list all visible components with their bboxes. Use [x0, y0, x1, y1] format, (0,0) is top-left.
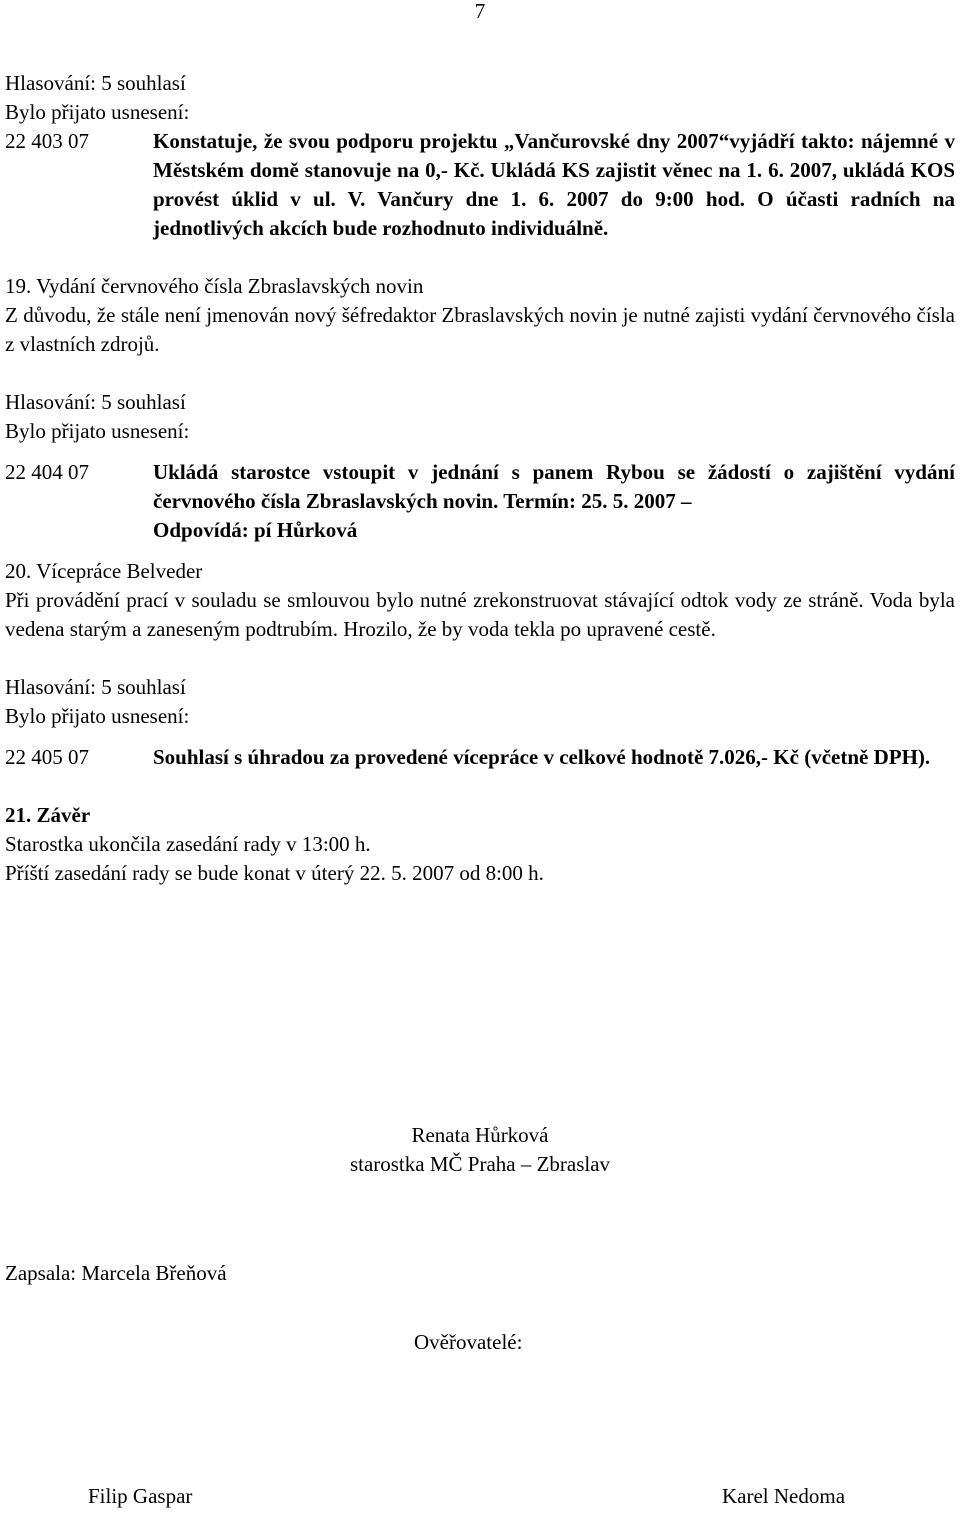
resolution-22-404-07	[5, 458, 955, 545]
section-21-heading: 21. Závěr	[5, 803, 91, 827]
next-meeting-line: Příští zasedání rady se bude konat v úterý 22. 5. 2007 od 8:00 h.	[5, 861, 544, 885]
mayor-title: starostka MČ Praha – Zbraslav	[349, 1152, 611, 1176]
verifier-1: Filip Gaspar	[88, 1484, 193, 1508]
resolution-number: 22 405 07	[5, 745, 89, 769]
resolution-number: 22 404 07	[5, 460, 89, 484]
section-20-heading: 20. Vícepráce Belveder	[5, 559, 203, 583]
page-number: 7	[474, 0, 486, 23]
resolution-number: 22 403 07	[5, 129, 89, 153]
resolution-responsible: Odpovídá: pí Hůrková	[153, 518, 358, 542]
resolution-text: Konstatuje, že svou podporu projektu „Vančurovské dny 2007“vyjádří takto: nájemné v Městském domě stanovuje na 0,- Kč. Ukládá KS zajistit věnec na 1. 6. 2007, ukládá KOS provést úklid v ul. V. Vančury dne 1. 6. 2007 do 9:00 hod. O účasti radních na jednotlivých akcích bude rozhodnuto individuálně.	[153, 129, 955, 240]
resolution-text: Ukládá starostce vstoupit v jednání s panem Rybou se žádostí o zajištění vydání červnového čísla Zbraslavských novin. Termín: 25. 5. 2007 –	[153, 460, 955, 513]
verifiers-label: Ověřovatelé:	[414, 1330, 523, 1354]
adopted-label: Bylo přijato usnesení:	[5, 100, 190, 124]
adopted-label: Bylo přijato usnesení:	[5, 704, 190, 728]
resolution-22-405-07	[5, 743, 955, 772]
section-19-text: Z důvodu, že stále není jmenován nový šéfredaktor Zbraslavských novin je nutné zajisti vydání červnového čísla z vlastních zdrojů.	[5, 303, 955, 356]
minutes-content	[5, 69, 955, 888]
resolution-body	[153, 458, 955, 545]
resolution-text: Souhlasí s úhradou za provedené vícepráce v celkové hodnotě 7.026,- Kč (včetně DPH).	[153, 745, 931, 769]
recorded-by: Zapsala: Marcela Břeňová	[5, 1261, 227, 1285]
mayor-name: Renata Hůrková	[411, 1123, 549, 1147]
vote-result: Hlasování: 5 souhlasí	[5, 71, 186, 95]
resolution-22-403-07	[5, 127, 955, 243]
section-19-heading: 19. Vydání červnového čísla Zbraslavských novin	[5, 274, 424, 298]
section-20-text: Při provádění prací v souladu se smlouvou bylo nutné zrekonstruovat stávající odtok vody ze stráně. Voda byla vedena starým a zaneseným podtrubím. Hrozilo, že by voda tekla po upravené cestě.	[5, 588, 955, 641]
closing-line: Starostka ukončila zasedání rady v 13:00 h.	[5, 832, 371, 856]
adopted-label: Bylo přijato usnesení:	[5, 419, 190, 443]
vote-result: Hlasování: 5 souhlasí	[5, 390, 186, 414]
vote-result: Hlasování: 5 souhlasí	[5, 675, 186, 699]
verifier-2: Karel Nedoma	[722, 1484, 846, 1508]
